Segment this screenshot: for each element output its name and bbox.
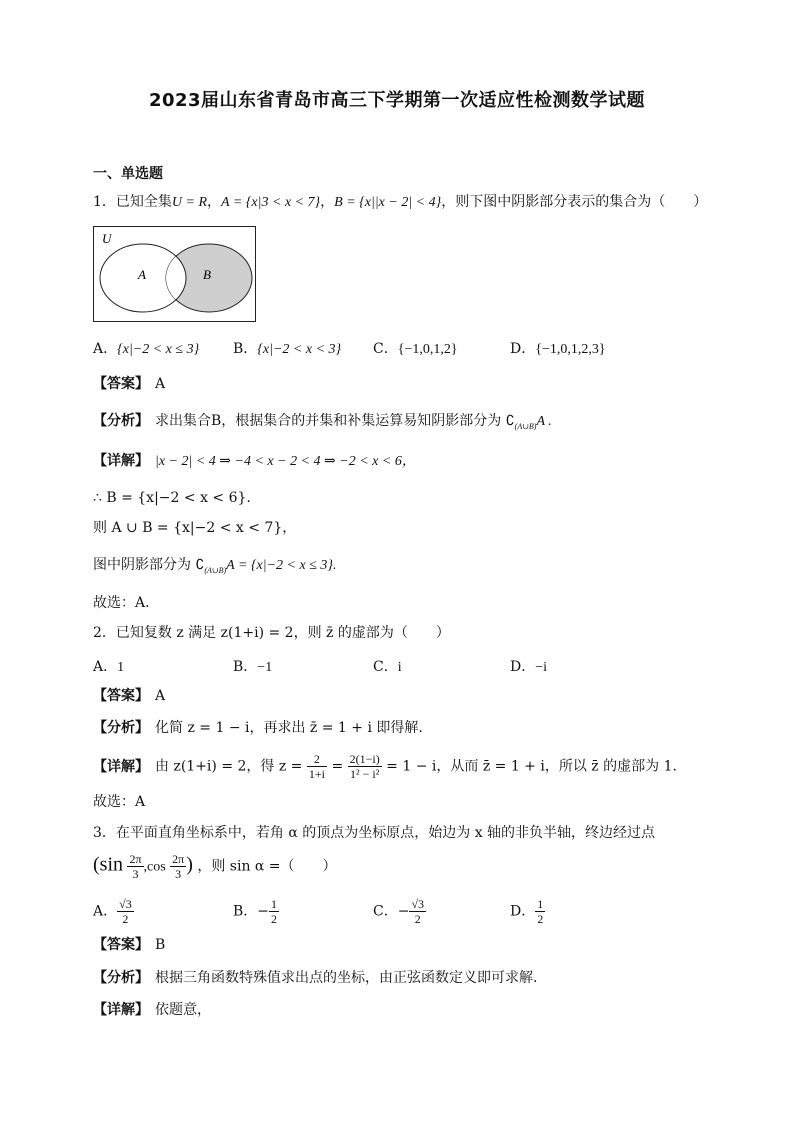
q1-detail-3: 则 A ∪ B = {x|−2 < x < 7}， <box>93 520 297 536</box>
b-label: B <box>203 267 211 282</box>
q2-frac2: $\frac{2(1-i)}{\text{1² − i²}}$ <box>349 752 380 781</box>
section-heading: 一、单选题 <box>93 166 163 182</box>
q1-sep1: ， <box>207 194 222 210</box>
q3-stem-2: (sin $\frac{2\pi}{3}$ ,cos $\frac{2\pi}{3}$ ) ，则 sin α =（ ） <box>93 852 337 881</box>
q1-option-c: C．{−1,0,1,2} <box>373 341 458 357</box>
q2-answer: 【答案】 A <box>93 688 166 704</box>
q1-conclusion: 故选：A. <box>93 595 150 611</box>
q1-stem-b: ，则下图中阴影部分表示的集合为（ ） <box>441 194 708 210</box>
q3-detail: 【详解】 依题意， <box>93 1002 211 1018</box>
q3-stem-1: 3．在平面直角坐标系中，若角 α 的顶点为坐标原点，始边为 x 轴的非负半轴，终边经过点 <box>93 825 656 841</box>
q2-frac1: $\frac{2}{1+i}$ <box>308 752 325 781</box>
q1-stem-a: 1．已知全集 <box>93 194 172 210</box>
q2-option-c: C．i <box>373 659 402 675</box>
q2-conclusion: 故选：A <box>93 794 146 810</box>
q3-analysis: 【分析】 根据三角函数特殊值求出点的坐标，由正弦函数定义即可求解. <box>93 970 538 986</box>
q3-option-b: B．− $\frac{1}{2}$ <box>233 897 278 926</box>
q1-detail-2: ∴ B = {x|−2 < x < 6}. <box>93 490 251 506</box>
q3-option-c: C．− $\frac{√3}{2}$ <box>373 897 425 926</box>
q3-answer: 【答案】 B <box>93 937 166 953</box>
q2-detail: 【详解】 由 z(1+i) = 2，得 z = $\frac{2}{1+i}$ = $\frac{2(1-i)}{\text{1² − i²}}$ = 1 − i，从而 z̄ = 1 + i，所以 z̄ 的虚部为 1. <box>93 752 677 781</box>
venn-diagram <box>93 226 257 323</box>
q1-detail-4: 图中阴影部分为 $∁_{(A\cup B)}A = \{x|-2 < x \le 3\}$. <box>93 557 337 575</box>
q1-u-def: U = R <box>171 195 208 210</box>
q1-detail: 【详解】 |x − 2| < 4 ⇒ −4 < x − 2 < 4 ⇒ −2 < x < 6， <box>93 453 416 469</box>
u-label: U <box>102 231 112 246</box>
q1-analysis: 【分析】 求出集合B，根据集合的并集和补集运算易知阴影部分为 $∁_{(A\cup B)}A$ . <box>93 413 552 431</box>
q2-analysis: 【分析】 化简 z = 1 − i，再求出 z̄ = 1 + i 即得解. <box>93 720 423 736</box>
q2-option-b: B．−1 <box>233 659 273 675</box>
page-title: 2023届山东省青岛市高三下学期第一次适应性检测数学试题 <box>148 90 646 111</box>
q1-answer: 【答案】 A <box>93 376 166 392</box>
q3-option-a: A． $\frac{√3}{2}$ <box>93 897 132 926</box>
q1-stem <box>93 192 707 213</box>
q2-stem: 2．已知复数 z 满足 z(1+i) = 2，则 z̄ 的虚部为（ ） <box>93 625 450 641</box>
q2-option-a: A．1 <box>93 659 125 675</box>
q3-option-d: D． $\frac{1}{2}$ <box>510 897 544 926</box>
q1-option-b: B．{x|−2 < x < 3} <box>233 341 342 357</box>
q2-option-d: D．−i <box>510 659 548 675</box>
q1-a-def: A = {x|3 < x < 7} <box>221 195 321 210</box>
q1-option-d: D．{−1,0,1,2,3} <box>510 341 606 357</box>
q1-option-a: A．{x|−2 < x ≤ 3} <box>93 341 200 357</box>
a-label: A <box>138 267 146 282</box>
q1-b-def: B = {x||x − 2| < 4} <box>334 195 442 210</box>
q1-sep2: ， <box>320 194 335 210</box>
